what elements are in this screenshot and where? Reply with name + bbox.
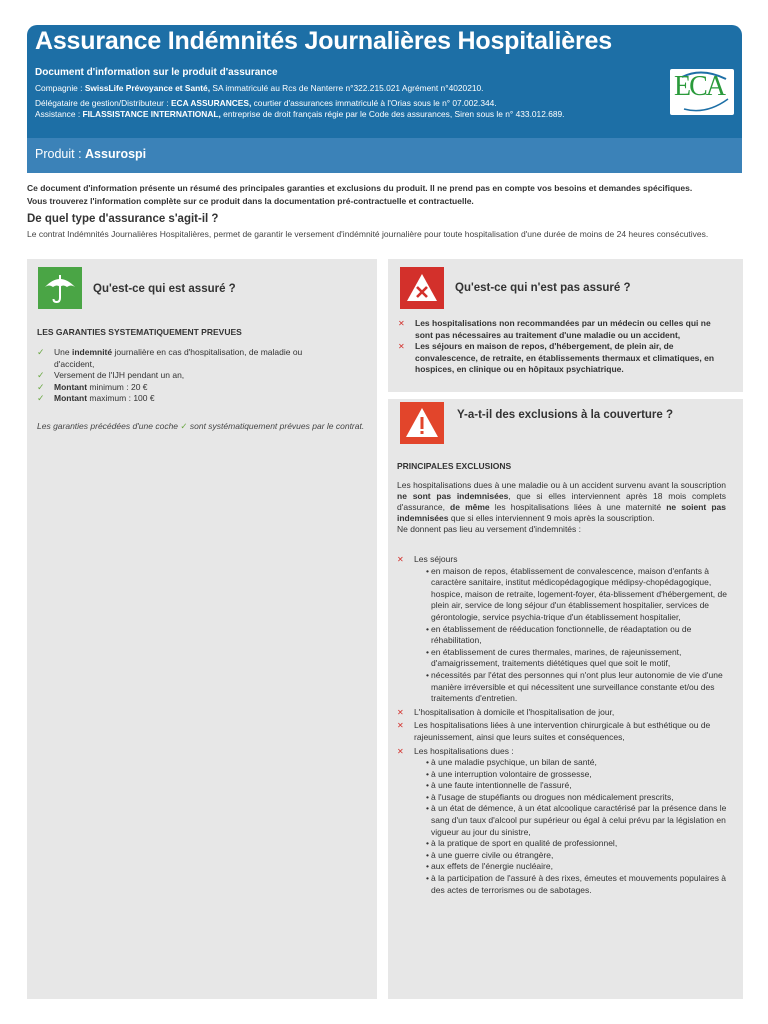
cross-icon: ✕ — [398, 319, 405, 328]
list-item: • en maison de repos, établissement de convalescence, maison d'enfants à caractère sanitaire, institut médicopédagogique médipsy-chopédagogique, hospice, maison de retraite, logement-foyer, éta-blissement d'hébergement, de plein air, service de long séjour d'un établissement hospitalier, services de gérontologie, service psychia-trique d'un établissement hospitalier, — [426, 566, 727, 624]
assured-section-heading: LES GARANTIES SYSTEMATIQUEMENT PREVUES — [37, 327, 242, 337]
cross-icon: ✕ — [397, 707, 404, 717]
assured-list — [37, 347, 307, 405]
list-item: ✕ Les séjours en maison de repos, d'hébergement, de plein air, de convalescence, de retraite, en établissements thermaux et climatiques, en hospices, en clinique ou en hôpitaux psychiatrique. — [398, 341, 715, 374]
list-item: • à la pratique de sport en qualité de professionnel, — [426, 838, 727, 850]
assured-panel — [27, 259, 377, 999]
list-item: • aux effets de l'énergie nucléaire, — [426, 861, 727, 873]
exclusions-section-heading: PRINCIPALES EXCLUSIONS — [397, 461, 512, 471]
list-item: • à une maladie psychique, un bilan de santé, — [426, 757, 727, 769]
intro-text — [27, 182, 747, 208]
company-prefix: Compagnie : — [35, 83, 85, 93]
warning-icon — [400, 402, 444, 444]
check-icon: ✓ — [37, 381, 45, 392]
delegate-line — [35, 98, 497, 108]
logo-text: ECA — [674, 71, 724, 102]
product-name: Assurospi — [85, 147, 147, 161]
cross-triangle-icon — [400, 267, 444, 309]
exclusions-intro: Ne donnent pas lieu au versement d'indemnités : — [397, 524, 582, 534]
umbrella-icon — [38, 267, 82, 309]
not-assured-title: Qu'est-ce qui n'est pas assuré ? — [455, 282, 631, 294]
product-label — [35, 147, 146, 161]
list-item: • à un état de démence, à un état alcoolique caractérisé par la présence dans le sang d'un taux d'alcool pur supérieur ou égal à celui prévu par la législation en vigueur au jour du sinistre, — [426, 803, 727, 838]
company-rest: SA immatriculé au Rcs de Nanterre n°322.215.021 Agrément n°4020210. — [210, 83, 484, 93]
list-item: ✕ Les hospitalisations non recommandées par un médecin ou celles qui ne sont pas nécessaires au traitement d'une maladie ou un accident, — [398, 318, 711, 340]
document-title: Assurance Indémnités Journalières Hospitalières — [35, 27, 612, 55]
list-item: • en établissement de rééducation fonctionnelle, de réadaptation ou de réhabilitation, — [426, 624, 727, 647]
exclusions-title: Y-a-t-il des exclusions à la couverture ? — [457, 409, 674, 421]
list-item: • à une interruption volontaire de grossesse, — [426, 769, 727, 781]
eca-logo — [670, 69, 734, 115]
delegate-prefix: Délégataire de gestion/Distributeur : — [35, 98, 171, 108]
list-item: • à une guerre civile ou étrangère, — [426, 850, 727, 862]
list-item: ✕ Les hospitalisations dues : • à une maladie psychique, un bilan de santé, • à une interruption volontaire de grossesse, • à une faute intentionnelle de l'assuré, • à l'usage de stupéfiants ou drogues non médicalement prescrits, • à un état de démence, à un état alcoolique caractérisé par la présence dans le sang d'un taux d'alcool pur supérieur ou égal à celui prévu par la législation en vigueur au jour du sinistre, • à la pratique de sport en qualité de professionnel, • à une guerre civile ou étrangère, • aux effets de l'énergie nucléaire, • à la participation de l'assuré à des rixes, émeutes et mouvements populaires à des actes de terrorismes ou de sabotages. — [397, 746, 727, 897]
list-item: • à la participation de l'assuré à des rixes, émeutes et mouvements populaires à des actes de terrorismes ou de sabotages. — [426, 873, 727, 896]
type-text: Le contrat Indémnités Journalières Hospitalières, permet de garantir le versement d'indémnité journalière pour toute hospitalisation d'une durée de moins de 24 heures consécutives. — [27, 229, 709, 239]
list-item: • à l'usage de stupéfiants ou drogues non médicalement prescrits, — [426, 792, 727, 804]
not-assured-panel — [388, 259, 743, 392]
assist-name: FILASSISTANCE INTERNATIONAL, — [82, 109, 221, 119]
not-assured-list — [398, 318, 723, 376]
list-item: ✓ Montant maximum : 100 € — [37, 393, 155, 403]
type-title: De quel type d'assurance s'agit-il ? — [27, 213, 219, 225]
list-item: ✕ L'hospitalisation à domicile et l'hospitalisation de jour, — [397, 706, 615, 717]
exclusions-panel — [388, 399, 743, 999]
cross-icon: ✕ — [397, 555, 404, 564]
list-item: ✓ Montant minimum : 20 € — [37, 381, 148, 392]
delegate-name: ECA ASSURANCES, — [170, 98, 252, 108]
list-item: • en établissement de cures thermales, marines, de rajeunissement, d'amaigrissement, traitements diététiques quel que soit le motif, — [426, 647, 727, 670]
company-name: SwissLife Prévoyance et Santé, — [84, 83, 211, 93]
list-item: ✕ Les séjours • en maison de repos, établissement de convalescence, maison d'enfants à caractère sanitaire, institut médicopédagogique médipsy-chopédagogique, hospice, maison de retraite, logement-foyer, éta-blissement d'hébergement, de plein air, service de long séjour d'un établissement hospitalier, services de gérontologie, service psychia-trique d'un établissement hospitalier, • en établissement de rééducation fonctionnelle, de réadaptation ou de réhabilitation, • en établissement de cures thermales, marines, de rajeunissement, d'amaigrissement, traitements diététiques quel que soit le motif, • nécessités par l'état des personnes qui n'ont plus leur autonomie de vie d'une manière irréversible et qui nécessitent une surveillance constante et/ou des traitements d'entretien. — [397, 554, 727, 705]
list-item: ✓ Une indemnité journalière en cas d'hospitalisation, de maladie ou d'accident, — [37, 347, 303, 369]
dues-sublist — [414, 757, 727, 896]
check-icon: ✓ — [180, 421, 188, 431]
document-subtitle: Document d'information sur le produit d'assurance — [35, 67, 278, 78]
assist-rest: entreprise de droit français régie par le Code des assurances, Siren sous le n° 433.012.689. — [220, 109, 565, 119]
list-item: ✕ Les hospitalisations liées à une intervention chirurgicale à but esthétique ou de rajeunissement, ainsi que leurs suites et conséquences, — [397, 720, 711, 742]
cross-icon: ✕ — [398, 342, 405, 351]
cross-icon: ✕ — [397, 746, 404, 756]
list-item: • nécessités par l'état des personnes qui n'ont plus leur autonomie de vie d'une manière irréversible et qui nécessitent une surveillance constante et/ou des traitements d'entretien. — [426, 670, 727, 705]
list-item: • à une faute intentionnelle de l'assuré, — [426, 780, 727, 792]
exclusions-paragraph: Les hospitalisations dues à une maladie ou à un accident survenu avant la souscription ne sont pas indemnisées, que si elles interviennent après 18 mois complets d'assurance, de même les hospitalisations liées à une maternité ne soient pas indemnisées que si elles interviennent 9 mois après la souscription. Ne donnent pas lieu au versement d'indemnités : — [397, 480, 727, 534]
assured-title: Qu'est-ce qui est assuré ? — [93, 283, 236, 295]
assistance-line — [35, 109, 565, 119]
company-line — [35, 83, 484, 93]
list-item: ✓ Versement de l'IJH pendant un an, — [37, 370, 185, 380]
product-bar — [27, 138, 742, 173]
check-icon: ✓ — [37, 370, 45, 380]
assist-prefix: Assistance : — [35, 109, 83, 119]
assured-note: Les garanties précédées d'une coche ✓ sont systématiquement prévues par le contrat. — [37, 421, 365, 431]
check-icon: ✓ — [37, 347, 45, 357]
check-icon: ✓ — [37, 393, 45, 403]
intro-line-2: Vous trouverez l'information complète sur ce produit dans la documentation pré-contractuelle et contractuelle. — [27, 196, 474, 206]
header-banner — [27, 25, 742, 173]
intro-line-1: Ce document d'information présente un résumé des principales garanties et exclusions du produit. Il ne prend pas en compte vos besoins et demandes spécifiques. — [27, 183, 693, 193]
cross-icon: ✕ — [397, 721, 404, 731]
delegate-rest: courtier d'assurances immatriculé à l'Orias sous le n° 07.002.344. — [251, 98, 497, 108]
product-prefix: Produit : — [35, 147, 86, 161]
sejours-sublist — [414, 566, 727, 705]
exclusions-list — [397, 554, 727, 896]
